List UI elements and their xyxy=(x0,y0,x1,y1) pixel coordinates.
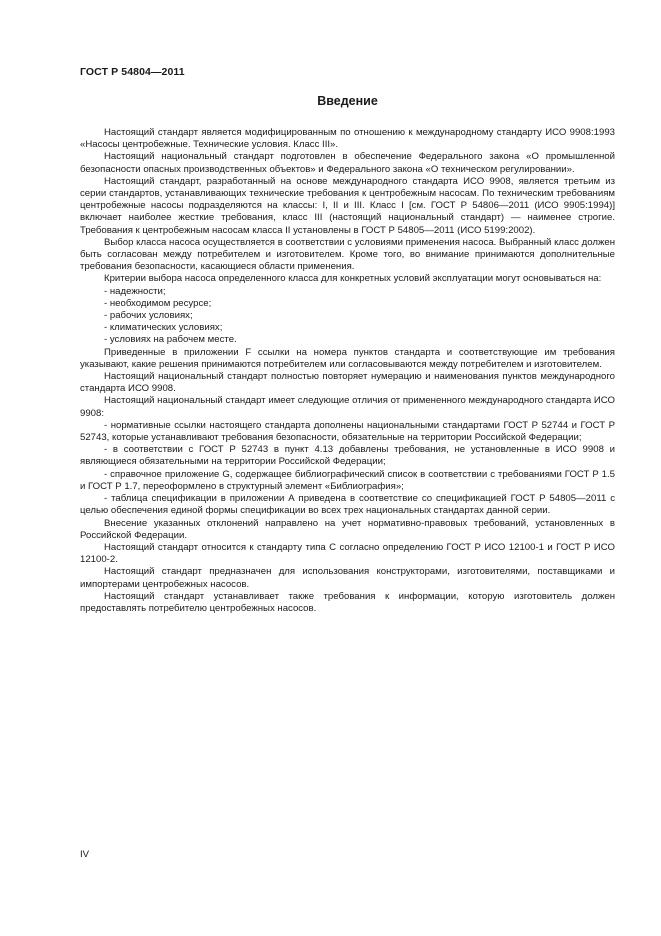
paragraph: - таблица спецификации в приложении А приведена в соответствие со спецификацией ГОСТ Р 54805—2011 с целью обеспечения единой формы спецификации во всех трех национальных стандартах данной серии. xyxy=(80,493,615,517)
paragraph: Выбор класса насоса осуществляется в соответствии с условиями применения насоса. Выбранный класс должен быть согласован между потребителем и изготовителем. Кроме того, во внимание принимаются дополнительные требования безопасности, касающиеся области применения. xyxy=(80,236,615,273)
paragraph: Настоящий национальный стандарт имеет следующие отличия от примененного международного стандарта ИСО 9908: xyxy=(80,395,615,419)
paragraph: Настоящий стандарт предназначен для использования конструкторами, изготовителями, поставщиками и импортерами центробежных насосов. xyxy=(80,566,615,590)
paragraph: Приведенные в приложении F ссылки на номера пунктов стандарта и соответствующие им требования указывают, какие решения принимаются потребителем или согласовываются между потребителем и изготовителем. xyxy=(80,346,615,370)
list-item: - надежности; xyxy=(104,285,166,297)
page-number: IV xyxy=(80,849,90,860)
list-item: - климатических условиях; xyxy=(104,322,223,334)
paragraph: - нормативные ссылки настоящего стандарта дополнены национальными стандартами ГОСТ Р 52744 и ГОСТ Р 52743, которые устанавливают требования безопасности, обязательные на территории Российской Федерации; xyxy=(80,419,615,444)
paragraph: Настоящий национальный стандарт полностью повторяет нумерацию и наименования пунктов международного стандарта ИСО 9908. xyxy=(80,371,615,395)
page-title: Введение xyxy=(317,94,378,108)
criteria-list xyxy=(80,286,615,347)
paragraph: Внесение указанных отклонений направлено на учет нормативно-правовых требований, установленных в Российской Федерации. xyxy=(80,517,615,541)
document-id: ГОСТ Р 54804—2011 xyxy=(80,66,185,78)
paragraph: Настоящий стандарт является модифицированным по отношению к международному стандарту ИСО 9908:1993 «Насосы центробежные. Технические условия. Класс III». xyxy=(80,127,615,151)
list-item: - необходимом ресурсе; xyxy=(104,297,212,309)
paragraph: Критерии выбора насоса определенного класса для конкретных условий эксплуатации могут основываться на: xyxy=(104,273,602,285)
paragraph: Настоящий стандарт относится к стандарту типа С согласно определению ГОСТ Р ИСО 12100-1 и ГОСТ Р ИСО 12100-2. xyxy=(80,541,615,566)
paragraph: - в соответствии с ГОСТ Р 52743 в пункт 4.13 добавлены требования, не установленные в ИСО 9908 и являющиеся обязательными на территории Российской Федерации; xyxy=(80,444,615,468)
paragraph: Настоящий стандарт, разработанный на основе международного стандарта ИСО 9908, является третьим из серии стандартов, устанавливающих технические требования к центробежным насосам. По техническим требованиям центробежные насосы подразделяются на классы: I, II и III. Класс I [см. ГОСТ Р 54806—2011 (ИСО 9905:1994)] включает наиболее жесткие требования, класс III (настоящий национальный стандарт) — наименее строгие. Требования к центробежным насосам класса II установлены в ГОСТ Р 54805—2011 (ИСО 5199:2002). xyxy=(80,175,615,236)
document-body xyxy=(80,127,615,615)
paragraph: Настоящий национальный стандарт подготовлен в обеспечение Федерального закона «О промышленной безопасности опасных производственных объектов» и Федерального закона «О техническом регулировании». xyxy=(80,151,615,175)
paragraph: - справочное приложение G, содержащее библиографический список в соответствии с требованиями ГОСТ Р 1.5 и ГОСТ Р 1.7, переоформлено в структурный элемент «Библиография»; xyxy=(80,468,615,492)
paragraph: Настоящий стандарт устанавливает также требования к информации, которую изготовитель должен предоставлять потребителю центробежных насосов. xyxy=(80,590,615,614)
list-item: - условиях на рабочем месте. xyxy=(104,334,237,346)
list-item: - рабочих условиях; xyxy=(104,310,193,322)
